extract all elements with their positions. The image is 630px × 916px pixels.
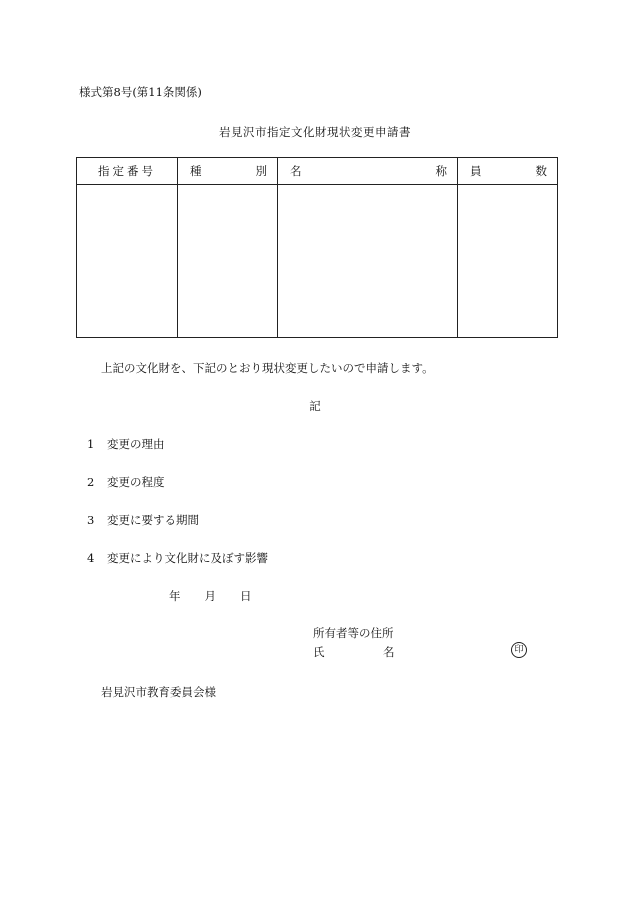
header-type-right: 別: [255, 164, 267, 178]
cell-name[interactable]: [278, 185, 458, 338]
header-count-left: 員: [470, 164, 482, 178]
date-line: [169, 588, 252, 604]
application-statement: 上記の文化財を、下記のとおり現状変更したいので申請します。: [101, 361, 434, 375]
list-item: [87, 474, 165, 490]
item-number: 1: [87, 437, 95, 451]
owner-address-label: 所有者等の住所: [313, 626, 394, 640]
name-label-char-1: 氏: [313, 645, 325, 659]
header-count: [458, 158, 558, 185]
cultural-property-table: [76, 157, 558, 338]
name-label-char-2: 名: [383, 645, 395, 659]
header-designation-number: [77, 158, 178, 185]
list-item: [87, 436, 165, 452]
list-item: [87, 550, 268, 566]
cell-type[interactable]: [178, 185, 278, 338]
header-type-left: 種: [190, 164, 202, 178]
item-label-impact: 変更により文化財に及ぼす影響: [107, 551, 268, 565]
cell-designation-number[interactable]: [77, 185, 178, 338]
header-type: [178, 158, 278, 185]
date-day: 日: [240, 589, 252, 603]
item-number: 3: [87, 513, 95, 527]
header-designation-number-label: 指定番号: [98, 164, 156, 178]
list-item: [87, 512, 199, 528]
header-name-right: 称: [435, 164, 447, 178]
table-header-row: [77, 158, 558, 185]
item-number: 2: [87, 475, 95, 489]
owner-name-row: [313, 644, 528, 660]
date-month: 月: [204, 589, 216, 603]
item-label-extent: 変更の程度: [107, 475, 165, 489]
seal-icon: 印: [511, 642, 527, 658]
item-number: 4: [87, 551, 95, 565]
header-name-left: 名: [290, 164, 302, 178]
addressee: 岩見沢市教育委員会様: [101, 685, 216, 699]
ki-heading: 記: [309, 399, 321, 413]
item-label-reason: 変更の理由: [107, 437, 165, 451]
cell-count[interactable]: [458, 185, 558, 338]
item-label-period: 変更に要する期間: [107, 513, 199, 527]
table-body-row: [77, 185, 558, 338]
document-title: 岩見沢市指定文化財現状変更申請書: [219, 125, 411, 139]
form-number: 様式第8号(第11条関係): [79, 85, 202, 99]
header-name: [278, 158, 458, 185]
header-count-right: 数: [535, 164, 547, 178]
date-year: 年: [169, 589, 181, 603]
